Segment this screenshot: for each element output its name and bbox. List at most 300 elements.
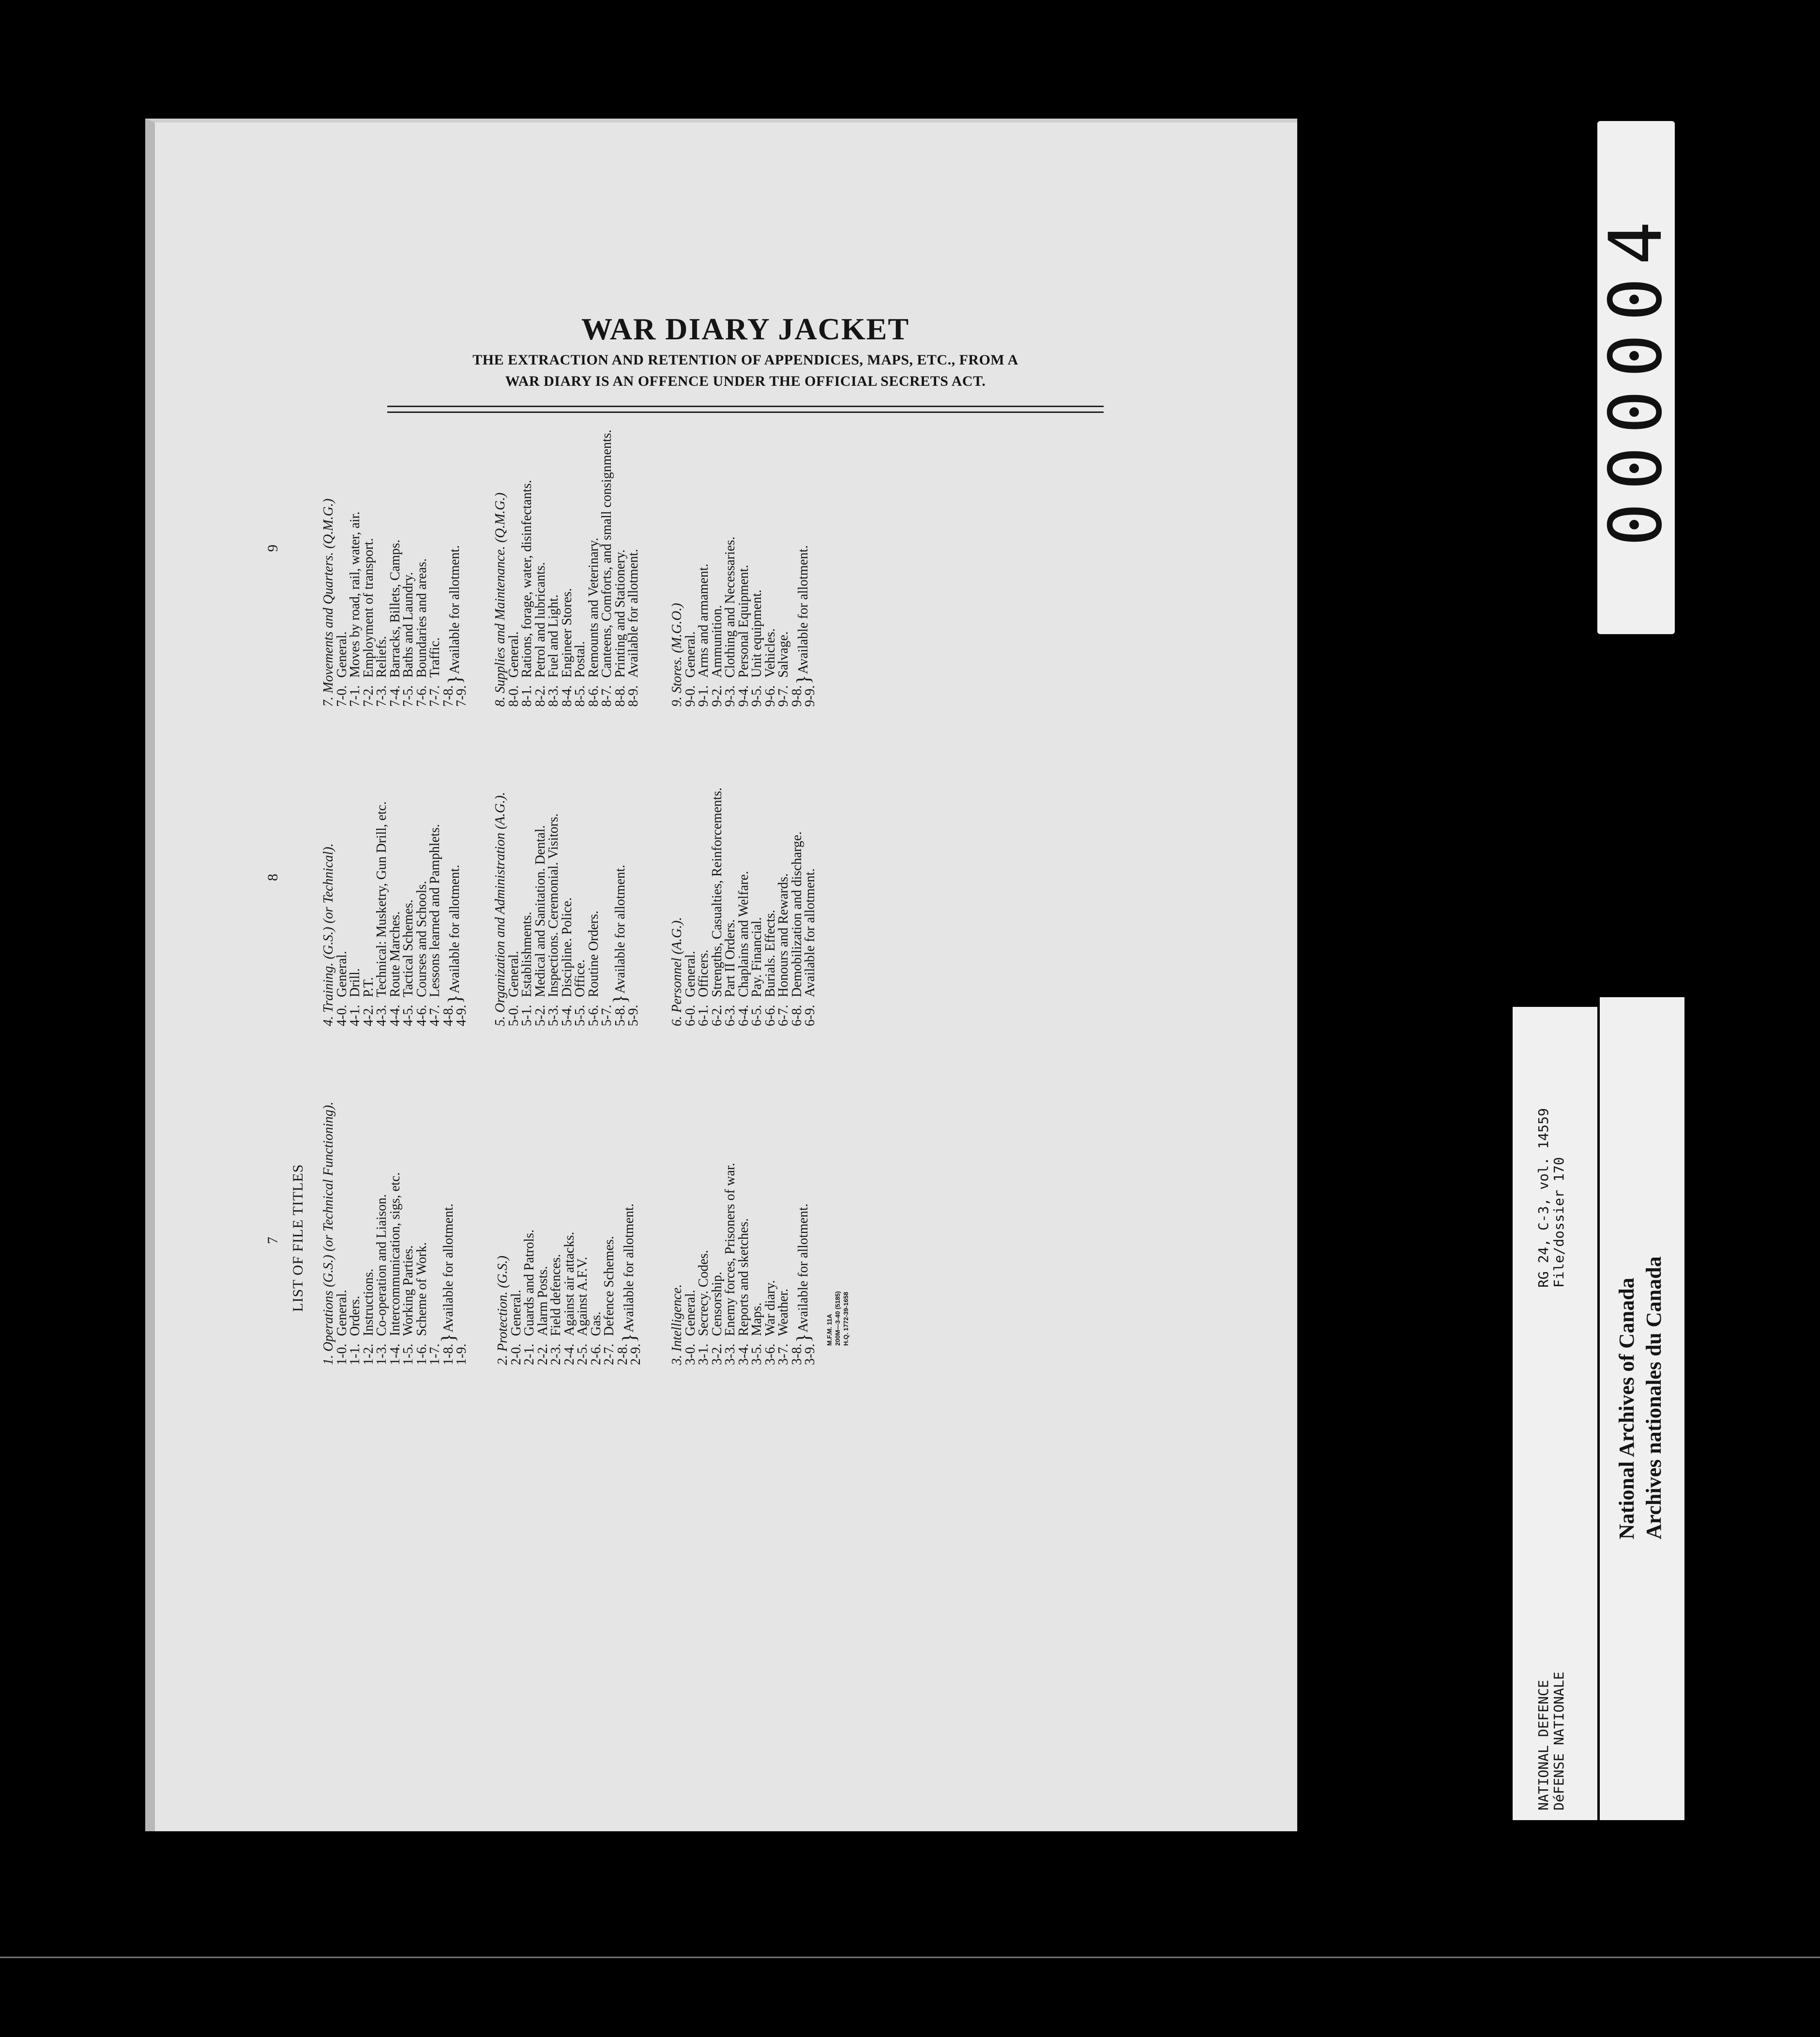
- file-title: Strengths, Casualties, Reinforcements.: [709, 787, 725, 997]
- file-title: General.: [682, 951, 698, 997]
- available-group: [428, 1026, 469, 1365]
- imprint-line: 200M—3-40 (5185): [834, 1291, 841, 1346]
- file-code: 4-6.: [414, 1004, 429, 1026]
- file-code: 3-6.: [762, 1343, 778, 1365]
- file-title: Clothing and Necessaries.: [723, 536, 738, 678]
- file-title-row: [587, 687, 601, 1026]
- available-group: [790, 1026, 817, 1365]
- file-title: War diary.: [762, 1280, 778, 1336]
- file-code: 2-2.: [535, 1343, 550, 1365]
- file-code: 7-7.: [427, 685, 442, 707]
- section-heading: 4. Training. (G.S.) (or Technical).: [321, 843, 336, 1026]
- file-title: General.: [506, 951, 521, 997]
- file-title-row: [750, 1026, 764, 1365]
- file-title-row: [711, 687, 724, 1026]
- file-title-row: [737, 687, 751, 1026]
- file-title-row: [547, 687, 561, 1026]
- file-code: 7-6.: [414, 685, 429, 707]
- file-code: 9-2.: [709, 685, 725, 707]
- file-code: 1-4.: [387, 1343, 403, 1365]
- section-stores: [670, 368, 817, 707]
- file-title: Technical: Musketry, Gun Drill, etc.: [374, 801, 389, 997]
- file-code: 6-9.: [803, 1004, 818, 1026]
- file-code: 5-5.: [573, 1004, 588, 1026]
- file-code: 6-0.: [682, 1004, 698, 1026]
- printer-imprint: [825, 1291, 850, 1346]
- file-title-row: [349, 368, 362, 707]
- file-title: Scheme of Work.: [414, 1242, 429, 1336]
- file-code: 5-3.: [546, 1004, 561, 1026]
- file-code: 5-9.: [626, 1004, 641, 1026]
- file-title-row: [428, 368, 442, 707]
- file-title: Establishments.: [519, 912, 534, 997]
- file-code: 1-9.: [454, 1343, 469, 1365]
- brace-glyph: }: [437, 1333, 459, 1343]
- file-code: 2-5.: [575, 1343, 590, 1365]
- file-code: 1-0.: [334, 1343, 349, 1365]
- film-edge-line: [0, 1957, 1820, 1958]
- file-title-row: [335, 1026, 349, 1365]
- file-code: 7-3.: [374, 685, 389, 707]
- file-code: 6-3.: [723, 1004, 738, 1026]
- brace-glyph: }: [792, 675, 814, 684]
- file-code: 4-1.: [348, 1004, 363, 1026]
- file-code: 3-0.: [682, 1343, 698, 1365]
- file-code: 3-2.: [709, 1343, 725, 1365]
- file-title: Salvage.: [776, 631, 791, 678]
- file-title-row: [711, 368, 724, 707]
- file-title-row: [750, 368, 764, 707]
- file-title-row: [389, 1026, 402, 1365]
- available-text: Available for allotment.: [622, 1203, 637, 1333]
- brace-glyph: }: [444, 675, 466, 684]
- file-code: 5-0.: [506, 1004, 521, 1026]
- file-title-row: [349, 687, 362, 1026]
- file-code: 9-0.: [682, 685, 698, 707]
- file-title-row: [428, 687, 442, 1026]
- file-title-row: [547, 368, 561, 707]
- file-title-row: [587, 368, 601, 707]
- file-title: Chaplains and Welfare.: [736, 871, 751, 997]
- archives-name: [1613, 1256, 1668, 1539]
- file-title-row: [764, 368, 777, 707]
- file-title: Postal.: [573, 641, 588, 678]
- file-title-row: [507, 687, 521, 1026]
- file-dossier-line: File/dossier 170: [1551, 1157, 1567, 1288]
- file-title-row: [724, 687, 737, 1026]
- file-code: 9-7.: [776, 685, 791, 707]
- file-title-row: [510, 1026, 523, 1365]
- file-title-row: [563, 1026, 576, 1365]
- record-group-line: RG 24, C-3, vol. 14559: [1535, 1108, 1551, 1288]
- file-title-row: [389, 368, 402, 707]
- file-code: 4-3.: [374, 1004, 389, 1026]
- file-title: Against air attacks.: [561, 1231, 577, 1336]
- file-title: Medical and Sanitation. Dental.: [532, 825, 548, 997]
- file-code: 7-4.: [387, 685, 403, 707]
- available-group: [600, 687, 640, 1026]
- file-title-row: [523, 1026, 536, 1365]
- file-title-row: [790, 687, 804, 1026]
- file-title: Barracks, Billets, Camps.: [387, 539, 403, 678]
- file-titles-list: [266, 363, 920, 1404]
- brace-glyph: }: [792, 1333, 814, 1343]
- file-title: Remounts and Veterinary.: [586, 537, 601, 678]
- file-title: Courses and Schools.: [414, 881, 429, 997]
- column-number-9: 9: [265, 545, 281, 552]
- file-code: 8-9.: [626, 685, 641, 707]
- file-title: Instructions.: [361, 1268, 376, 1336]
- file-title-row: [684, 687, 698, 1026]
- file-code: 9-6.: [762, 685, 778, 707]
- file-code: 9-5.: [749, 685, 764, 707]
- file-title-row: [737, 368, 751, 707]
- file-title: Rations, forage, water, disinfectants.: [519, 480, 534, 678]
- file-title-row: [697, 368, 711, 707]
- file-title: Printing and Stationery.: [612, 549, 628, 678]
- file-title: Defence Schemes.: [602, 1236, 617, 1336]
- file-code: 3-9.: [803, 1343, 818, 1365]
- available-text: Available for allotment.: [796, 1203, 811, 1333]
- file-code: 1-7.: [427, 1343, 442, 1365]
- defence-reference-label: [1513, 1007, 1597, 1820]
- file-code: 2-9.: [628, 1343, 643, 1365]
- section-movements: [322, 368, 469, 707]
- file-title-row: [507, 368, 521, 707]
- file-title-row: [697, 1026, 711, 1365]
- section-heading: 6. Personnel (A.G.).: [669, 917, 684, 1026]
- brace-glyph: }: [444, 994, 466, 1004]
- file-code: 4-0.: [334, 1004, 349, 1026]
- file-code: 2-7.: [602, 1343, 617, 1365]
- file-code: 5-4.: [559, 1004, 575, 1026]
- file-title-row: [520, 368, 534, 707]
- file-title: Pay. Financial.: [749, 917, 764, 997]
- file-code: 8-4.: [559, 685, 575, 707]
- file-code: 3-5.: [749, 1343, 764, 1365]
- file-title: Inspections. Ceremonial. Visitors.: [546, 813, 561, 997]
- file-title: Field defences.: [548, 1254, 563, 1336]
- file-title: Maps.: [749, 1302, 764, 1336]
- file-title-row: [750, 687, 764, 1026]
- department-line-fr: DéFENSE NATIONALE: [1551, 1672, 1567, 1810]
- file-code: 8-0.: [506, 685, 521, 707]
- file-code: 8-2.: [532, 685, 548, 707]
- file-title-row: [415, 1026, 429, 1365]
- file-title: Burials. Effects.: [762, 910, 778, 997]
- file-code: 8-1.: [519, 685, 534, 707]
- file-title: Reliefs.: [374, 636, 389, 678]
- file-title-row: [375, 368, 389, 707]
- file-title-row: [574, 368, 587, 707]
- file-title-row: [335, 687, 349, 1026]
- file-code: 2-6.: [588, 1343, 604, 1365]
- file-code: 2-3.: [548, 1343, 563, 1365]
- file-title-row: [402, 687, 415, 1026]
- file-title: Demobilization and discharge.: [789, 831, 804, 997]
- file-title: Reports and sketches.: [736, 1218, 751, 1336]
- section-protection: [496, 1026, 643, 1365]
- section-heading: 2. Protection. (G.S.): [495, 1255, 510, 1365]
- file-title: Routine Orders.: [586, 911, 601, 997]
- file-title: General.: [682, 1290, 698, 1336]
- frame-number-strip: [1594, 121, 1678, 634]
- file-code: 9-8.: [789, 685, 804, 707]
- file-title-row: [764, 687, 777, 1026]
- file-title: Available for allotment.: [626, 548, 641, 678]
- file-code: 2-8.: [615, 1343, 630, 1365]
- file-code: 6-2.: [709, 1004, 725, 1026]
- available-text: Available for allotment.: [440, 1203, 456, 1333]
- file-code: 3-4.: [736, 1343, 751, 1365]
- imprint-line: H.Q. 1772-39-1658: [842, 1292, 849, 1346]
- file-code: 4-2.: [361, 1004, 376, 1026]
- file-code: 9-4.: [736, 685, 751, 707]
- file-title-row: [684, 1026, 698, 1365]
- file-title: Engineer Stores.: [559, 588, 575, 678]
- available-group: [616, 1026, 643, 1365]
- section-supplies: [494, 368, 640, 707]
- archives-name-en: National Archives of Canada: [1615, 1277, 1638, 1539]
- file-code: 6-1.: [696, 1004, 711, 1026]
- file-title: Ammunition.: [709, 605, 725, 678]
- file-title-row: [549, 1026, 563, 1365]
- file-title: Co-operation and Liaison.: [374, 1194, 389, 1336]
- file-title: Working Parties.: [401, 1245, 416, 1336]
- section-heading: 9. Stores. (M.G.O.): [669, 603, 684, 707]
- file-code: 8-8.: [612, 685, 628, 707]
- file-title: Employment of transport.: [361, 538, 376, 678]
- file-code: 2-0.: [508, 1343, 524, 1365]
- file-code: 3-7.: [776, 1343, 791, 1365]
- file-title-row: [402, 368, 415, 707]
- file-code: 5-7.: [599, 1004, 614, 1026]
- available-text: Available for allotment.: [796, 545, 811, 674]
- file-title: General.: [682, 631, 698, 678]
- file-title-row: [534, 368, 547, 707]
- file-code: 3-3.: [723, 1343, 738, 1365]
- file-title: Intercommunication, sigs, etc.: [387, 1172, 403, 1336]
- file-code: 6-6.: [762, 1004, 778, 1026]
- section-operations: [322, 1026, 469, 1365]
- file-code: 9-9.: [803, 685, 818, 707]
- file-title-row: [777, 1026, 790, 1365]
- file-code: 5-6.: [586, 1004, 601, 1026]
- brace-glyph: }: [618, 1333, 640, 1343]
- file-title: Gas.: [588, 1311, 604, 1336]
- list-title: LIST OF FILE TITLES: [290, 1164, 306, 1312]
- file-title: Guards and Patrols.: [522, 1229, 537, 1336]
- file-code: 7-2.: [361, 685, 376, 707]
- file-title: Canteens, Comforts, and small consignments.: [599, 429, 614, 678]
- file-title-row: [724, 368, 737, 707]
- file-title: Alarm Posts.: [535, 1266, 550, 1336]
- file-title-row: [415, 368, 429, 707]
- file-code: 6-4.: [736, 1004, 751, 1026]
- file-code: 4-5.: [401, 1004, 416, 1026]
- file-title-row: [627, 368, 640, 707]
- section-personnel: [670, 687, 817, 1026]
- file-code: 4-4.: [387, 1004, 403, 1026]
- file-code: 8-5.: [573, 685, 588, 707]
- file-title: Discipline. Police.: [559, 897, 575, 997]
- column-number-8: 8: [265, 874, 281, 881]
- file-title-row: [362, 1026, 376, 1365]
- file-title-row: [576, 1026, 590, 1365]
- file-title: Fuel and Light.: [546, 594, 561, 678]
- file-title: Moves by road, rail, water, air.: [348, 511, 363, 678]
- available-text: Available for allotment.: [612, 865, 628, 994]
- file-code: 8-6.: [586, 685, 601, 707]
- file-code: 7-9.: [454, 685, 469, 707]
- file-title: Against A.F.V.: [575, 1257, 590, 1336]
- file-code: 1-5.: [401, 1343, 416, 1365]
- file-title: General.: [506, 631, 521, 678]
- file-code: 5-1.: [519, 1004, 534, 1026]
- file-title: Orders.: [348, 1295, 363, 1336]
- available-group: [442, 687, 469, 1026]
- column-number-7: 7: [265, 1237, 281, 1244]
- file-code: 4-9.: [454, 1004, 469, 1026]
- file-title-row: [777, 687, 790, 1026]
- file-code: 3-8.: [789, 1343, 804, 1365]
- file-title: General.: [334, 1290, 349, 1336]
- file-title-row: [804, 687, 817, 1026]
- file-title-row: [724, 1026, 737, 1365]
- file-title-row: [777, 368, 790, 707]
- section-heading: 3. Intelligence.: [669, 1284, 684, 1365]
- file-title: P.T.: [361, 977, 376, 997]
- file-code: 5-2.: [532, 1004, 548, 1026]
- file-title: Censorship.: [709, 1272, 725, 1336]
- file-code: 1-8.: [440, 1343, 456, 1365]
- file-code: 2-1.: [522, 1343, 537, 1365]
- file-code: 9-3.: [723, 685, 738, 707]
- file-title: General.: [334, 951, 349, 997]
- file-title-row: [362, 687, 376, 1026]
- record-reference: [1536, 1108, 1567, 1288]
- section-training: [322, 687, 469, 1026]
- file-code: 1-6.: [414, 1343, 429, 1365]
- file-title: Petrol and lubricants.: [532, 562, 548, 678]
- file-title-row: [590, 1026, 603, 1365]
- file-code: 7-1.: [348, 685, 363, 707]
- file-code: 7-8.: [440, 685, 456, 707]
- frame-number: 000004: [1594, 209, 1678, 547]
- file-code: 6-7.: [776, 1004, 791, 1026]
- file-title: Office.: [573, 959, 588, 997]
- file-title-row: [711, 1026, 724, 1365]
- department-line-en: NATIONAL DEFENCE: [1535, 1680, 1551, 1810]
- file-title-row: [684, 368, 698, 707]
- file-code: 1-3.: [374, 1343, 389, 1365]
- file-title-row: [520, 687, 534, 1026]
- file-title: Boundaries and areas.: [414, 558, 429, 678]
- available-group: [790, 368, 817, 707]
- file-title: Honours and Rewards.: [776, 873, 791, 997]
- brace-glyph: }: [609, 994, 631, 1004]
- file-title-row: [603, 1026, 616, 1365]
- department-label: [1536, 1672, 1567, 1810]
- file-title-row: [536, 1026, 550, 1365]
- file-title: Route Marches.: [387, 911, 403, 997]
- available-group: [442, 368, 469, 707]
- file-title: Part II Orders.: [723, 919, 738, 997]
- file-title-row: [349, 1026, 362, 1365]
- file-title-row: [561, 368, 574, 707]
- file-title: General.: [334, 631, 349, 678]
- archives-label: [1600, 997, 1684, 1820]
- file-title: Enemy forces, Prisoners of war.: [723, 1163, 738, 1336]
- file-code: 3-1.: [696, 1343, 711, 1365]
- file-code: 7-0.: [334, 685, 349, 707]
- file-title-row: [415, 687, 429, 1026]
- file-code: 4-7.: [427, 1004, 442, 1026]
- file-title-row: [402, 1026, 415, 1365]
- file-title-row: [561, 687, 574, 1026]
- file-title-row: [614, 368, 627, 707]
- file-title-row: [600, 368, 614, 707]
- available-text: Available for allotment.: [447, 545, 463, 674]
- section-heading: 1. Operations (G.S.) (or Technical Functioning).: [321, 1101, 336, 1365]
- file-title-row: [574, 687, 587, 1026]
- file-code: 6-5.: [749, 1004, 764, 1026]
- file-title: Secrecy. Codes.: [696, 1250, 711, 1336]
- file-title: Traffic.: [427, 637, 442, 678]
- section-intelligence: [670, 1026, 817, 1365]
- file-title-row: [389, 687, 402, 1026]
- file-code: 2-4.: [561, 1343, 577, 1365]
- file-code: 9-1.: [696, 685, 711, 707]
- available-text: Available for allotment.: [447, 865, 463, 994]
- section-organization: [494, 687, 640, 1026]
- section-heading: 5. Organization and Administration (A.G.).: [493, 792, 508, 1026]
- file-title: Baths and Laundry.: [401, 572, 416, 678]
- file-code: 1-2.: [361, 1343, 376, 1365]
- file-title: Available for allotment.: [803, 868, 818, 997]
- file-title: Vehicles.: [762, 628, 778, 678]
- file-title: Drill.: [348, 968, 363, 997]
- file-title: Lessons learned and Pamphlets.: [427, 824, 442, 997]
- file-code: 7-5.: [401, 685, 416, 707]
- file-title: Tactical Schemes.: [401, 899, 416, 997]
- file-title-row: [335, 368, 349, 707]
- file-title-row: [534, 687, 547, 1026]
- file-code: 4-8.: [440, 1004, 456, 1026]
- imprint-line: M.F.M. 11A: [826, 1314, 833, 1346]
- warning-line-1: THE EXTRACTION AND RETENTION OF APPENDICES, MAPS, ETC., FROM A: [472, 352, 1018, 368]
- file-title: General.: [508, 1290, 524, 1336]
- section-heading: 7. Movements and Quarters. (Q.M.G.): [321, 498, 336, 707]
- file-title-row: [375, 687, 389, 1026]
- file-title: Arms and armament.: [696, 563, 711, 678]
- file-title: Officers.: [696, 949, 711, 997]
- page-title: WAR DIARY JACKET: [581, 312, 910, 346]
- archives-name-fr: Archives nationales du Canada: [1642, 1256, 1666, 1539]
- file-code: 6-8.: [789, 1004, 804, 1026]
- file-title: Weather.: [776, 1288, 791, 1336]
- file-title-row: [697, 687, 711, 1026]
- file-title-row: [764, 1026, 777, 1365]
- section-heading: 8. Supplies and Maintenance. (Q.M.G.): [493, 492, 508, 707]
- file-code: 1-1.: [348, 1343, 363, 1365]
- file-title-row: [737, 1026, 751, 1365]
- file-code: 5-8.: [612, 1004, 628, 1026]
- file-title: Unit equipment.: [749, 590, 764, 678]
- file-code: 8-7.: [599, 685, 614, 707]
- file-title-row: [362, 368, 376, 707]
- file-title-row: [375, 1026, 389, 1365]
